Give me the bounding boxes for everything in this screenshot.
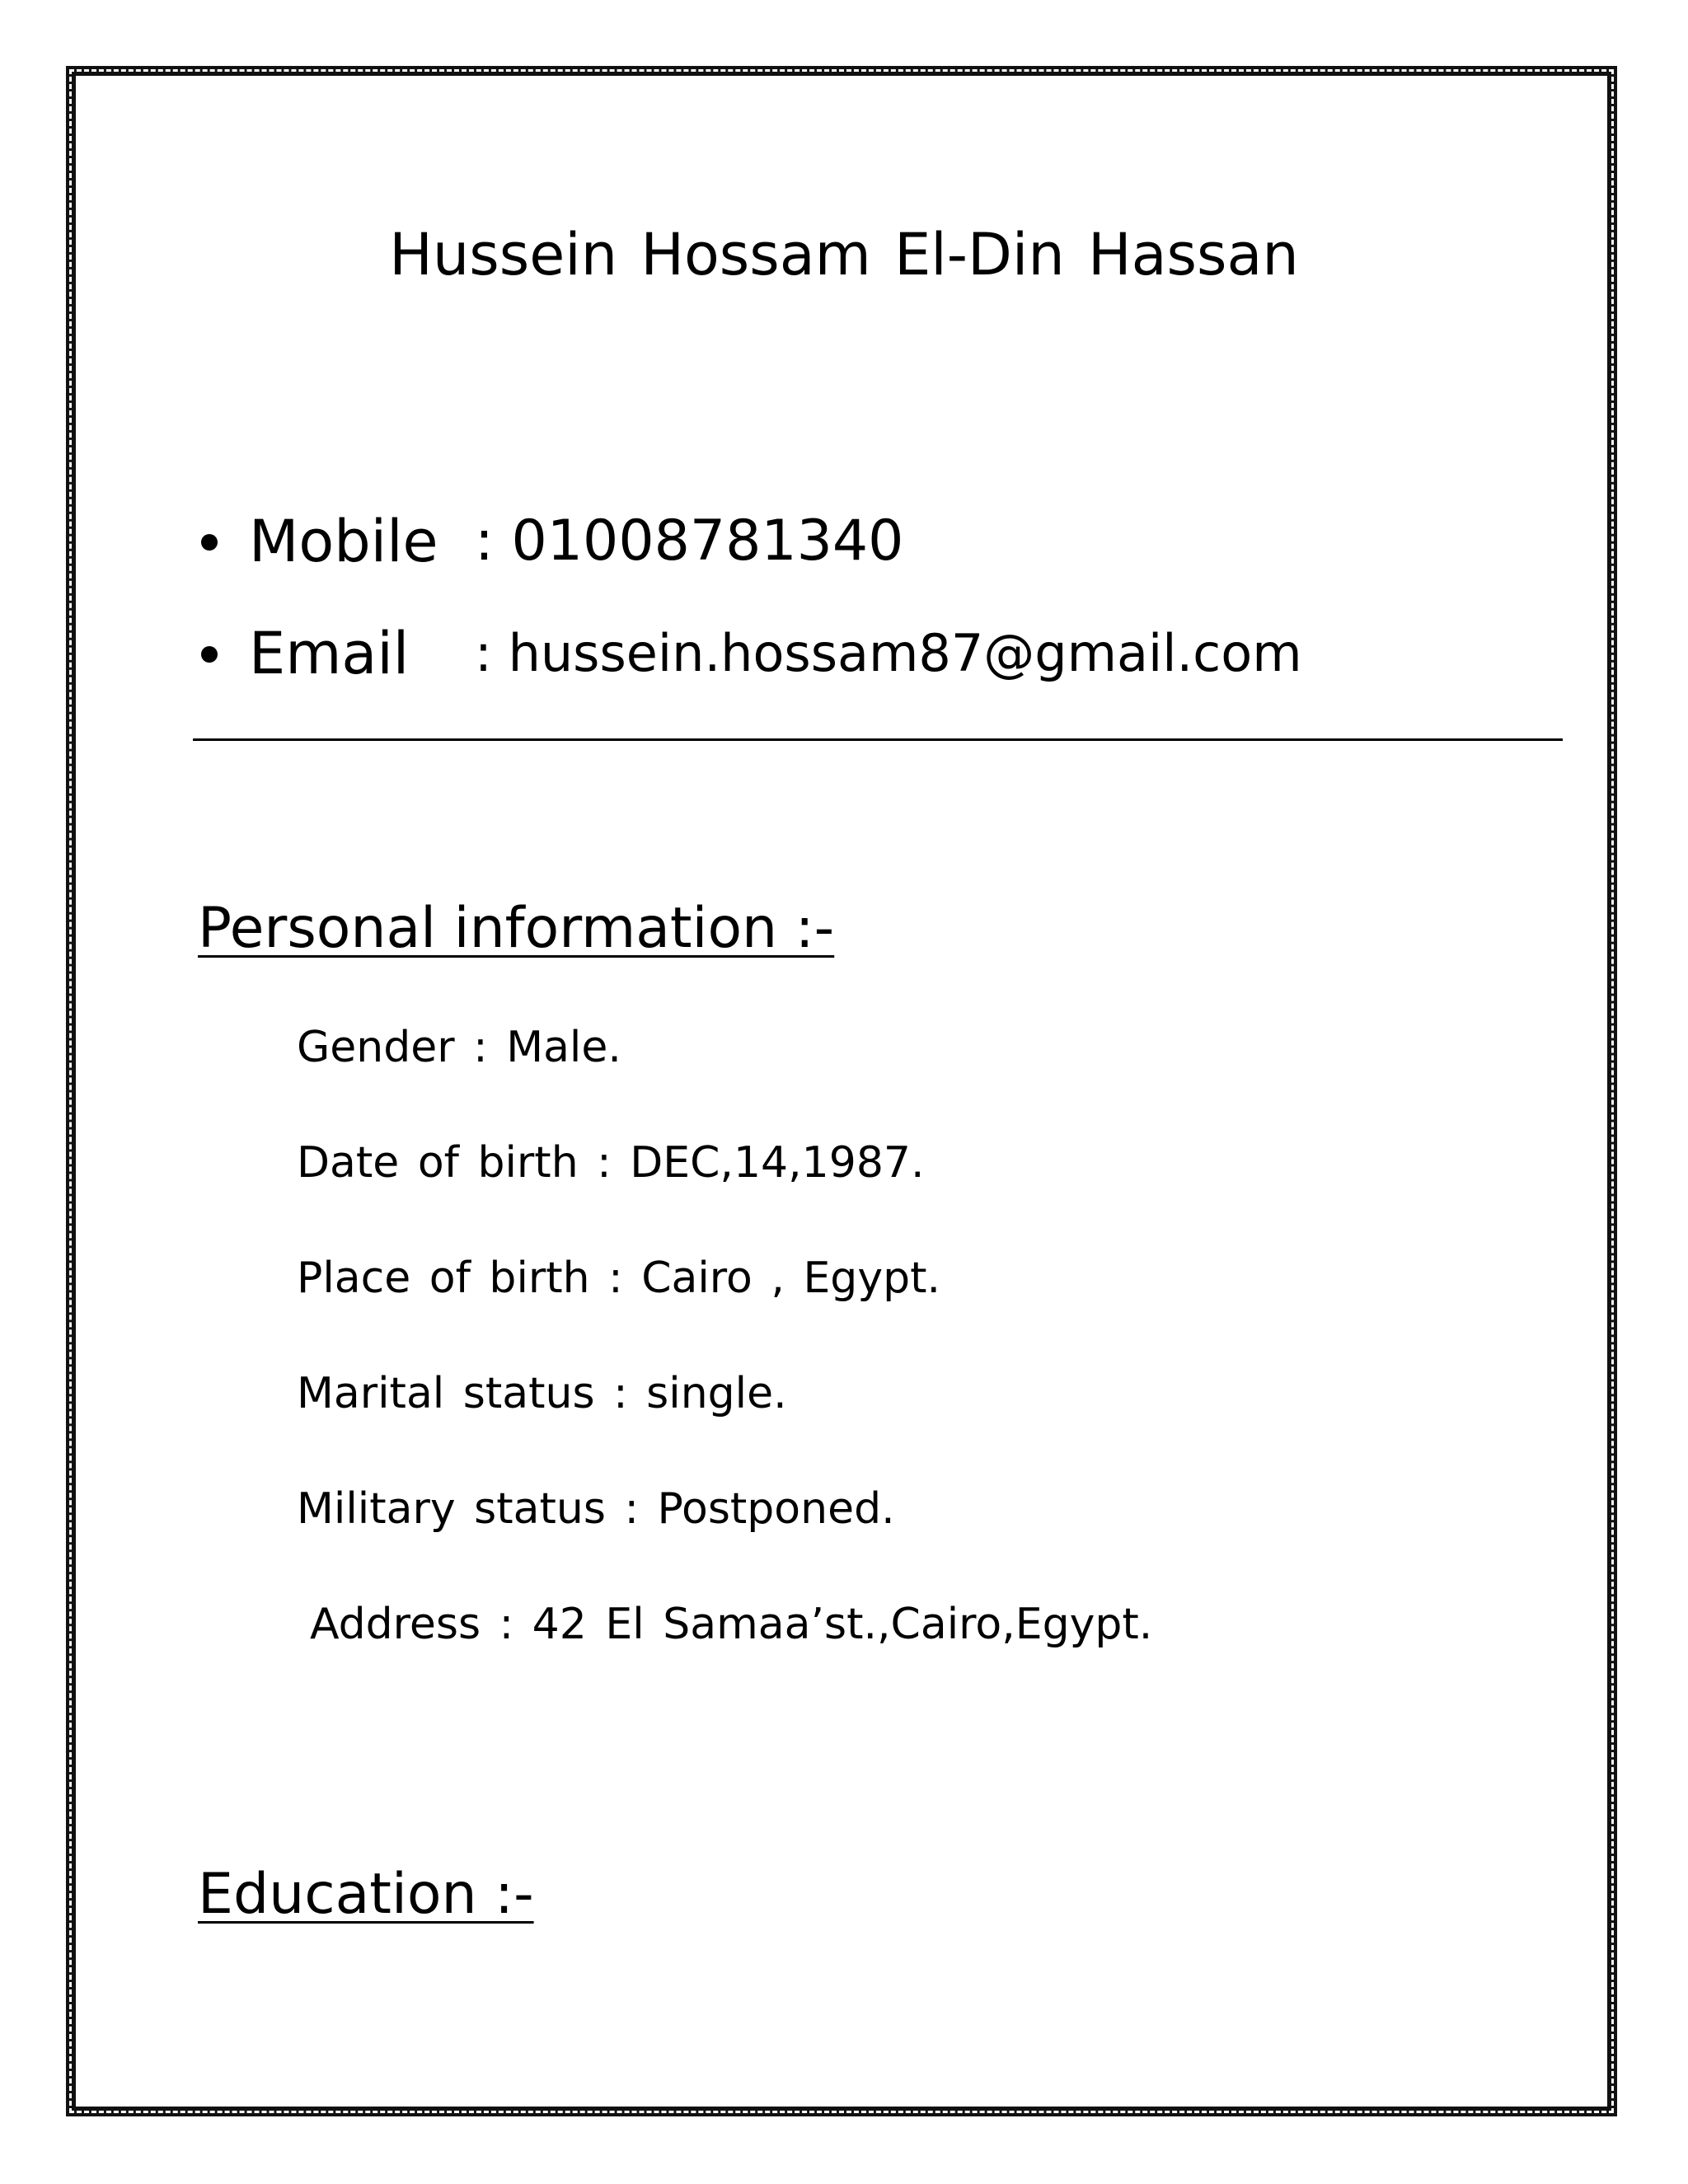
bullet-icon: [201, 534, 218, 551]
info-gender: Gender : Male.: [297, 1023, 621, 1072]
contact-label-email: Email: [249, 620, 410, 687]
contact-label-mobile: Mobile: [249, 508, 438, 575]
info-military-status: Military status : Postponed.: [297, 1484, 895, 1534]
info-marital-status: Marital status : single.: [297, 1369, 787, 1418]
info-date-of-birth: Date of birth : DEC,14,1987.: [297, 1138, 925, 1188]
page-title: Hussein Hossam El-Din Hassan: [389, 221, 1299, 288]
bullet-icon: [201, 646, 218, 663]
contact-value-mobile: : 01008781340: [475, 509, 904, 574]
contact-value-email: : hussein.hossam87@gmail.com: [475, 623, 1302, 683]
divider: [193, 738, 1563, 741]
personal-information-heading: Personal information :-: [198, 896, 835, 961]
education-heading: Education :-: [198, 1862, 534, 1927]
info-place-of-birth: Place of birth : Cairo , Egypt.: [297, 1254, 941, 1303]
personal-information-list: [297, 1019, 1152, 1711]
info-address: Address : 42 El Samaa’st.,Cairo,Egypt.: [310, 1600, 1153, 1649]
